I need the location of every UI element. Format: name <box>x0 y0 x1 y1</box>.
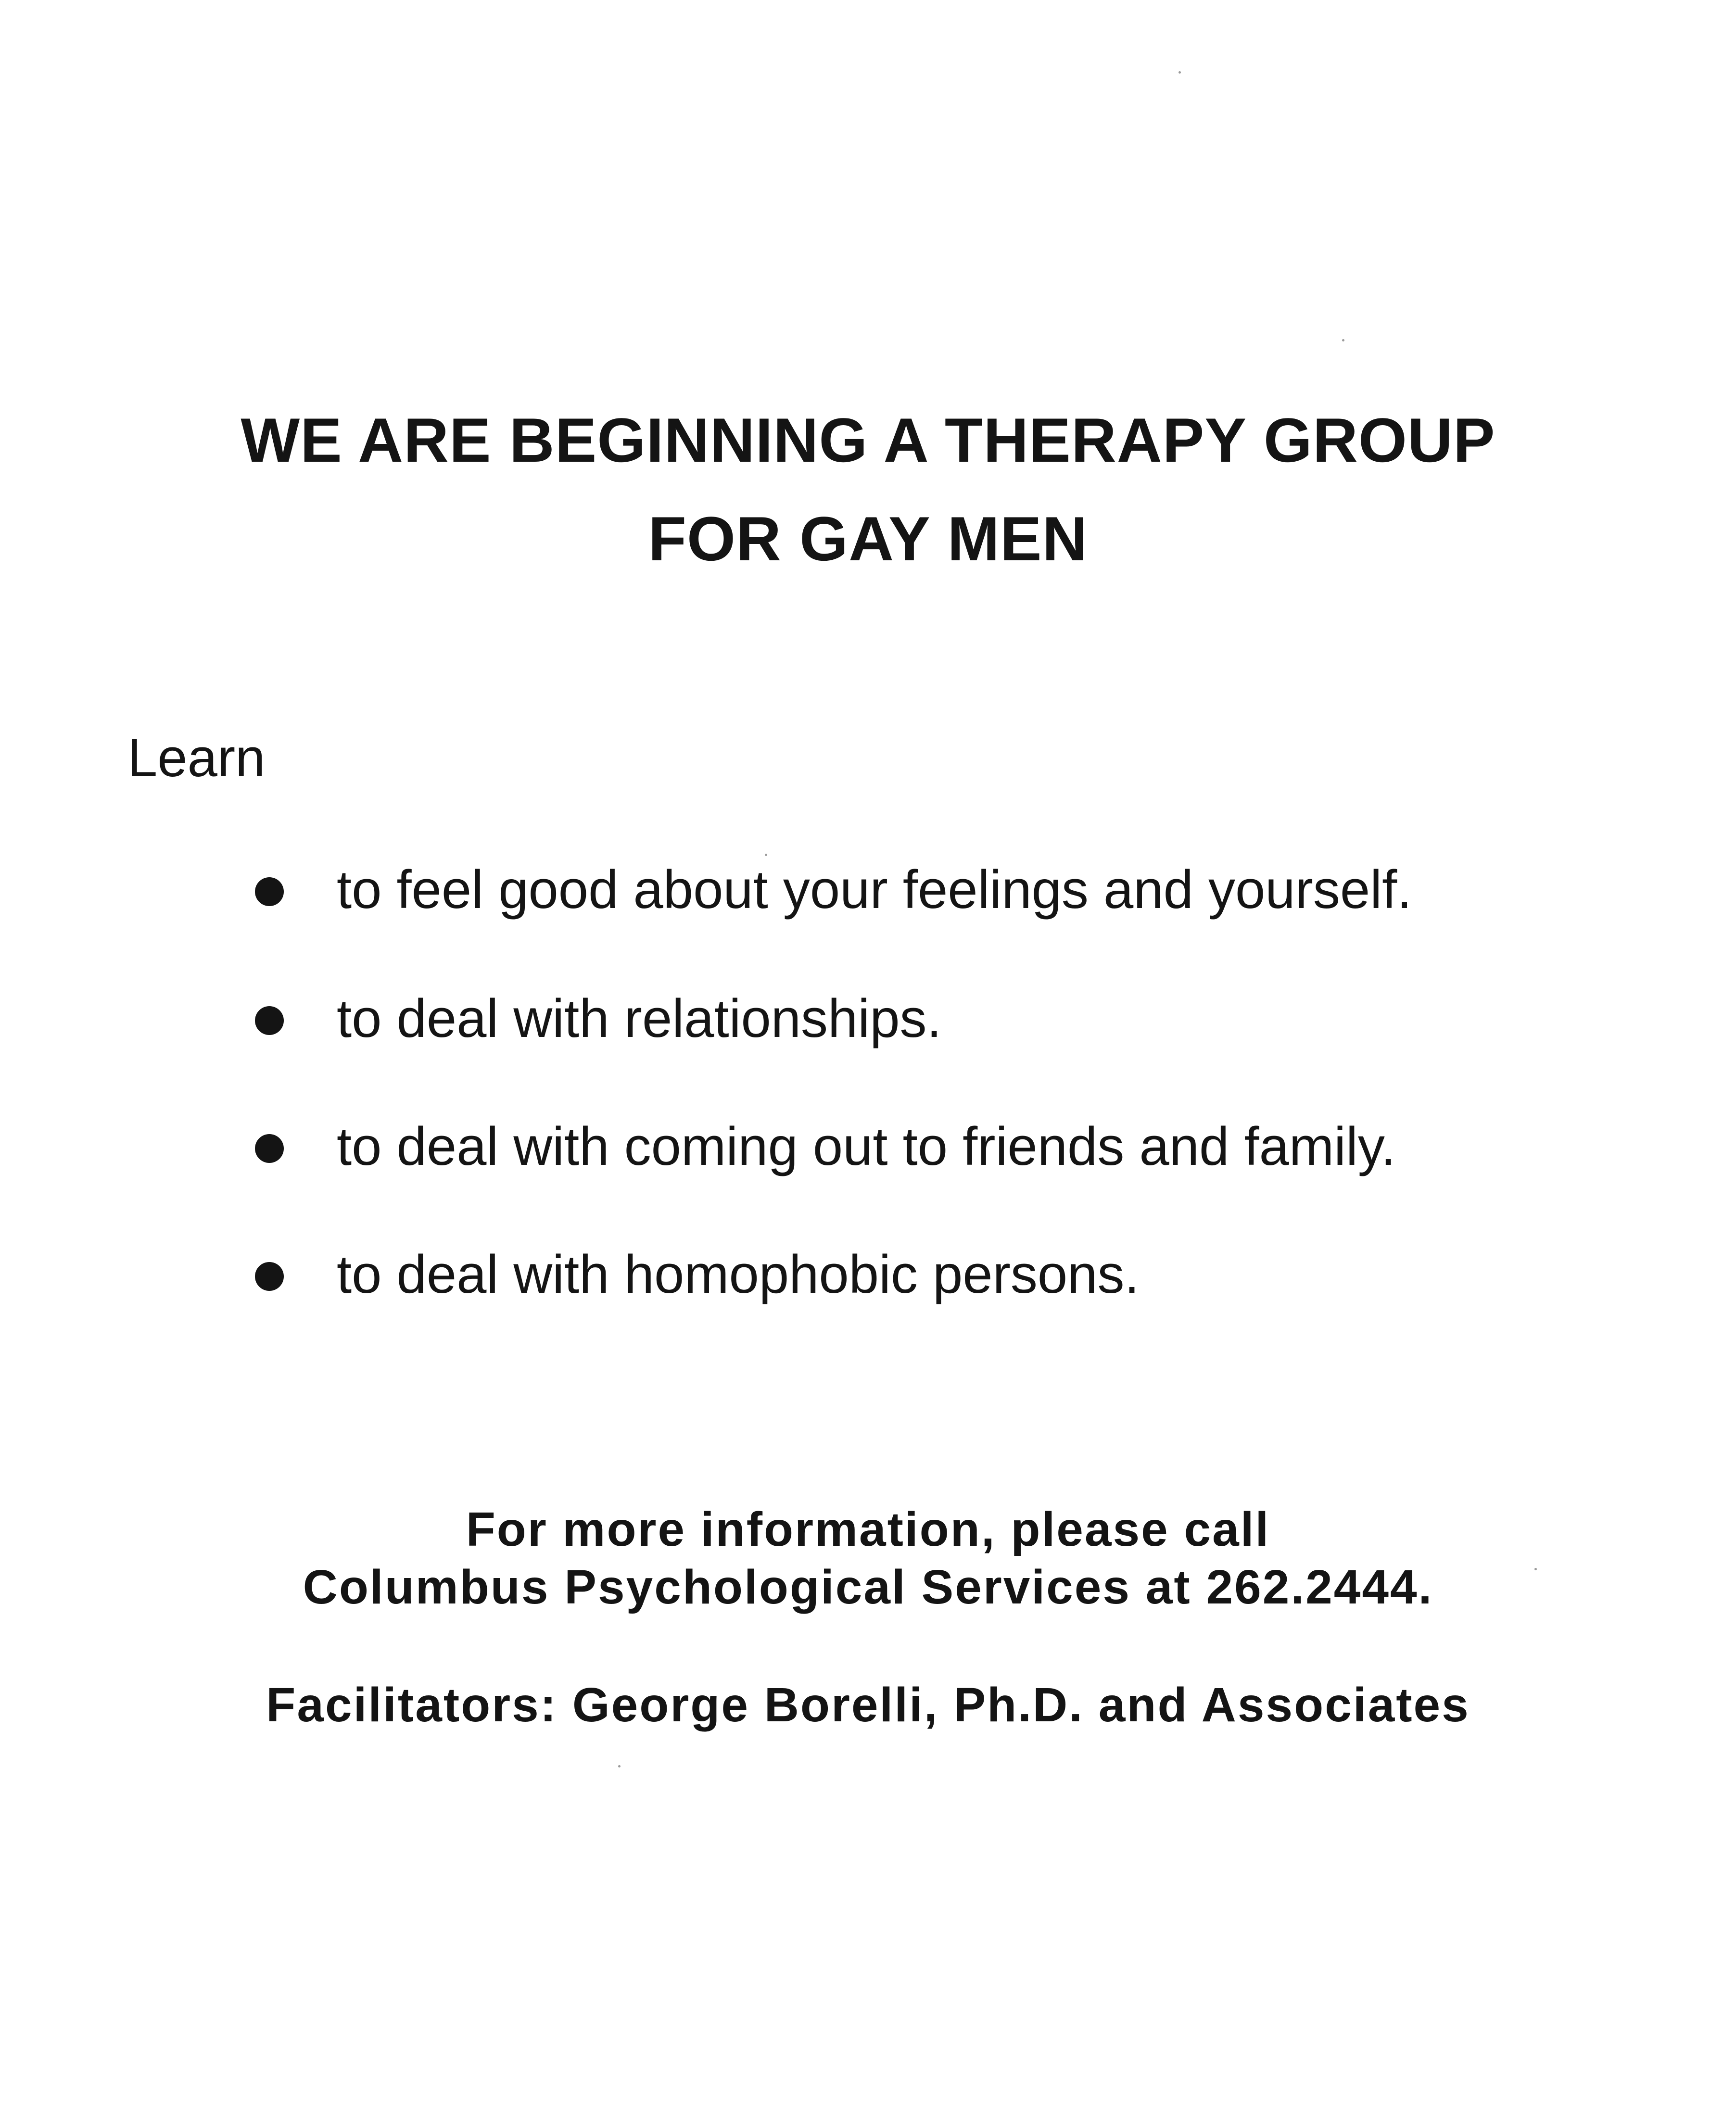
bullet-icon <box>255 1134 284 1163</box>
paper-speck <box>1534 1568 1537 1570</box>
intro-label: Learn <box>127 728 266 788</box>
contact-line-2: Columbus Psychological Services at 262.2444. <box>303 1560 1433 1614</box>
paper-speck <box>618 1765 621 1767</box>
facilitators-line: Facilitators: George Borelli, Ph.D. and Associates <box>266 1678 1470 1732</box>
list-item <box>255 1241 1140 1308</box>
bullet-icon <box>255 1262 284 1291</box>
headline-line-2: FOR GAY MEN <box>648 504 1088 574</box>
headline-line-1: WE ARE BEGINNING A THERAPY GROUP <box>241 405 1495 475</box>
paper-speck <box>765 854 767 856</box>
bullet-icon <box>255 877 284 906</box>
list-item <box>255 856 1412 923</box>
list-item-text: to deal with homophobic persons. <box>337 1244 1140 1304</box>
list-item <box>255 1113 1396 1180</box>
list-item-text: to deal with coming out to friends and family. <box>337 1116 1396 1176</box>
paper-speck <box>1178 71 1181 74</box>
list-item-text: to deal with relationships. <box>337 988 942 1048</box>
contact-line-1: For more information, please call <box>466 1502 1270 1556</box>
bullet-icon <box>255 1006 284 1035</box>
paper-speck <box>1342 339 1344 341</box>
list-item <box>255 985 942 1052</box>
list-item-text: to feel good about your feelings and yourself. <box>337 859 1412 920</box>
